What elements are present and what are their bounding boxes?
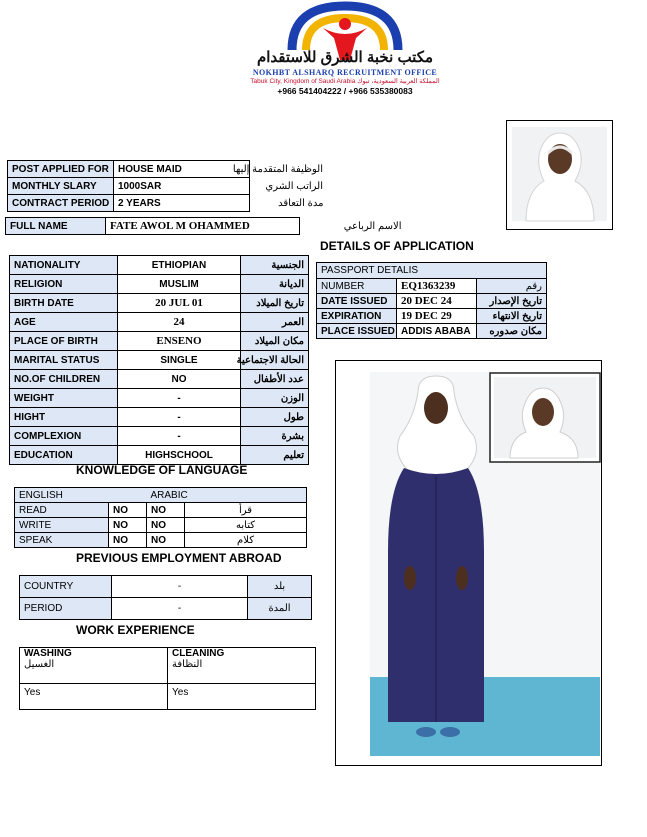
personal-value: 24	[118, 313, 241, 332]
personal-label-ar: مكان الميلاد	[241, 332, 309, 351]
previous-value: -	[112, 576, 248, 598]
personal-label: RELIGION	[10, 275, 118, 294]
language-english-value: NO	[109, 533, 147, 548]
personal-value: -	[118, 389, 241, 408]
fullname-label-ar: الاسم الرباعي	[343, 220, 402, 232]
personal-label-ar: بشرة	[241, 427, 309, 446]
company-name-en: NOKHBT ALSHARQ RECRUITMENT OFFICE	[252, 68, 438, 77]
post-label-ar: مدة التعاقد	[278, 197, 324, 209]
passport-table	[316, 262, 547, 339]
post-value: 2 YEARS	[114, 195, 250, 212]
applicant-full-body-photo	[370, 372, 600, 756]
post-label: MONTHLY SLARY	[8, 178, 114, 195]
language-label-ar: كلام	[185, 533, 307, 548]
language-label: READ	[15, 503, 109, 518]
personal-label-ar: تاريخ الميلاد	[241, 294, 309, 313]
company-address: Tabuk City, Kingdom of Saudi Arabia المملكة العربية السعودية، تبوك	[250, 78, 440, 85]
language-arabic-value: NO	[147, 533, 185, 548]
personal-row	[10, 370, 309, 389]
personal-label-ar: عدد الأطفال	[241, 370, 309, 389]
work-item	[20, 648, 168, 684]
personal-details-table	[9, 255, 309, 465]
work-experience-title: WORK EXPERIENCE	[76, 623, 195, 637]
work-item-value: Yes	[168, 684, 316, 710]
personal-label: EDUCATION	[10, 446, 118, 465]
post-row	[8, 161, 328, 178]
passport-row	[317, 324, 547, 339]
language-label-ar: قرأ	[185, 503, 307, 518]
post-value: 1000SAR	[114, 178, 250, 195]
personal-label: MARITAL STATUS	[10, 351, 118, 370]
company-phones: +966 541404222 / +966 535380083	[277, 86, 413, 96]
work-item-label-ar: الغسيل	[24, 659, 55, 670]
passport-value: ADDIS ABABA	[397, 324, 477, 339]
language-head-english: ENGLISH	[15, 488, 147, 503]
work-experience-table	[19, 647, 316, 710]
previous-label: PERIOD	[20, 598, 112, 620]
post-row	[8, 195, 328, 212]
previous-value: -	[112, 598, 248, 620]
personal-label-ar: الديانة	[241, 275, 309, 294]
personal-label: COMPLEXION	[10, 427, 118, 446]
fullname-label: FULL NAME	[6, 218, 106, 235]
language-row	[15, 503, 307, 518]
personal-label: PLACE OF BIRTH	[10, 332, 118, 351]
passport-label: EXPIRATION	[317, 309, 397, 324]
personal-value: MUSLIM	[118, 275, 241, 294]
passport-value: EQ1363239	[397, 279, 477, 294]
personal-label: NATIONALITY	[10, 256, 118, 275]
language-label: SPEAK	[15, 533, 109, 548]
previous-row	[20, 576, 312, 598]
previous-employment-title: PREVIOUS EMPLOYMENT ABROAD	[76, 551, 282, 565]
personal-row	[10, 389, 309, 408]
personal-row	[10, 275, 309, 294]
company-name-ar: مكتب نخبة الشرق للاستقدام	[256, 49, 434, 66]
passport-row	[317, 279, 547, 294]
previous-label-ar: المدة	[248, 598, 312, 620]
personal-row	[10, 313, 309, 332]
personal-label-ar: الجنسية	[241, 256, 309, 275]
personal-row	[10, 351, 309, 370]
full-body-photo-frame	[335, 360, 602, 766]
language-row	[15, 518, 307, 533]
language-english-value: NO	[109, 503, 147, 518]
passport-value: 19 DEC 29	[397, 309, 477, 324]
personal-label-ar: الوزن	[241, 389, 309, 408]
passport-label-ar: تاريخ الإصدار	[477, 294, 547, 309]
language-head-arabic: ARABIC	[147, 488, 307, 503]
passport-value: 20 DEC 24	[397, 294, 477, 309]
personal-value: ENSENO	[118, 332, 241, 351]
personal-label-ar: طول	[241, 408, 309, 427]
applicant-headshot-photo	[512, 127, 607, 221]
work-item	[168, 648, 316, 684]
passport-title: PASSPORT DETALIS	[317, 263, 547, 279]
passport-label: PLACE ISSUED	[317, 324, 397, 339]
personal-row	[10, 427, 309, 446]
personal-value: ETHIOPIAN	[118, 256, 241, 275]
previous-employment-table	[19, 575, 312, 620]
work-item-label-ar: النظافة	[172, 659, 203, 670]
personal-row	[10, 446, 309, 465]
personal-value: -	[118, 408, 241, 427]
post-value: HOUSE MAID	[114, 161, 250, 178]
work-item-value: Yes	[20, 684, 168, 710]
work-item-label: WASHING	[24, 648, 72, 659]
personal-value: -	[118, 427, 241, 446]
language-english-value: NO	[109, 518, 147, 533]
language-row	[15, 533, 307, 548]
language-title: KNOWLEDGE OF LANGUAGE	[76, 463, 248, 477]
passport-label: DATE ISSUED	[317, 294, 397, 309]
fullname-value: FATE AWOL M OHAMMED	[106, 218, 300, 235]
personal-value: 20 JUL 01	[118, 294, 241, 313]
passport-label: NUMBER	[317, 279, 397, 294]
previous-label: COUNTRY	[20, 576, 112, 598]
language-label-ar: كتابه	[185, 518, 307, 533]
personal-value: HIGHSCHOOL	[118, 446, 241, 465]
language-table	[14, 487, 307, 548]
personal-row	[10, 294, 309, 313]
fullname-table	[5, 217, 406, 235]
passport-row	[317, 294, 547, 309]
personal-label: AGE	[10, 313, 118, 332]
passport-label-ar: مكان صدوره	[477, 324, 547, 339]
post-table	[7, 160, 328, 212]
work-item-label: CLEANING	[172, 648, 225, 659]
personal-value: NO	[118, 370, 241, 389]
post-label-ar: الراتب الشري	[265, 180, 323, 192]
personal-row	[10, 256, 309, 275]
language-arabic-value: NO	[147, 503, 185, 518]
personal-value: SINGLE	[118, 351, 241, 370]
personal-label: BIRTH DATE	[10, 294, 118, 313]
language-label: WRITE	[15, 518, 109, 533]
company-header	[200, 0, 490, 100]
details-title: DETAILS OF APPLICATION	[320, 239, 474, 253]
passport-label-ar: رقم	[477, 279, 547, 294]
post-label: POST APPLIED FOR	[8, 161, 114, 178]
personal-label-ar: العمر	[241, 313, 309, 332]
post-label: CONTRACT PERIOD	[8, 195, 114, 212]
personal-label-ar: تعليم	[241, 446, 309, 465]
passport-photo-frame	[506, 120, 613, 230]
personal-label: WEIGHT	[10, 389, 118, 408]
post-label-ar: الوظيفة المتقدمة إليها	[232, 163, 323, 175]
passport-label-ar: تاريخ الانتهاء	[477, 309, 547, 324]
personal-label: HIGHT	[10, 408, 118, 427]
previous-row	[20, 598, 312, 620]
personal-row	[10, 332, 309, 351]
post-row	[8, 178, 328, 195]
language-arabic-value: NO	[147, 518, 185, 533]
personal-label: NO.OF CHILDREN	[10, 370, 118, 389]
personal-label-ar: الحالة الاجتماعية	[241, 351, 309, 370]
passport-row	[317, 309, 547, 324]
personal-row	[10, 408, 309, 427]
previous-label-ar: بلد	[248, 576, 312, 598]
